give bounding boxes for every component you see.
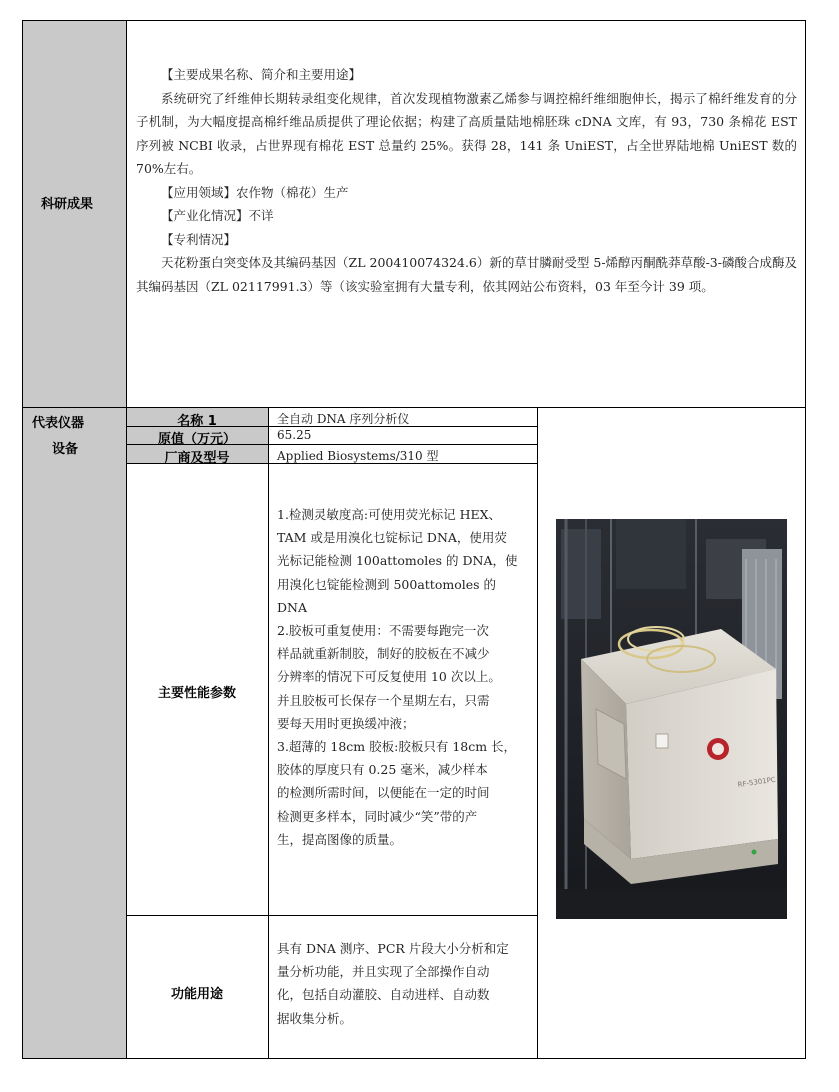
performance-line: 样品就重新制胶，制好的胶板在不减少: [277, 646, 490, 662]
performance-line: TAM 或是用溴化乜锭标记 DNA，使用荧: [277, 530, 507, 546]
name-value: 全自动 DNA 序列分析仪: [277, 412, 410, 426]
achievements-summary: 系统研究了纤维伸长期转录组变化规律，首次发现植物激素乙烯参与调控棉纤维细胞伸长，揭示了棉纤维发育的分子机制，为大幅度提高棉纤维品质提供了理论依据；构建了高质量陆地棉胚珠 cDNA 文库，有 93，730 条棉花 EST 序列被 NCBI 收录，占世界现有棉花 EST 总量约 25%。获得 28，141 条 UniEST，占全世界陆地棉 UniEST 数的 70%左右。: [136, 90, 797, 176]
performance-line: DNA: [277, 599, 307, 615]
equipment-label-line1: 代表仪器: [32, 416, 85, 431]
function-line: 具有 DNA 测序、PCR 片段大小分析和定: [277, 941, 509, 956]
performance-line: 检测更多样本，同时减少“笑”带的产: [277, 808, 478, 824]
equipment-col-divider: [268, 407, 269, 1059]
row-divider-4: [126, 915, 538, 916]
performance-header: 主要性能参数: [157, 686, 236, 701]
performance-line: 光标记能检测 100attomoles 的 DNA，使: [277, 553, 518, 569]
patent-heading: 【专利情况】: [161, 231, 237, 247]
application-field: 【应用领域】农作物（棉花）生产: [161, 184, 349, 200]
section-divider: [22, 407, 806, 408]
maker-value: Applied Biosystems/310 型: [277, 449, 439, 463]
performance-line: 用溴化乜锭能检测到 500attomoles 的: [277, 576, 497, 592]
performance-line: 要每天用时更换缓冲液；: [277, 715, 415, 731]
performance-line: 胶体的厚度只有 0.25 毫米，减少样本: [277, 762, 488, 778]
label-column-divider: [126, 20, 127, 1059]
achievements-content: [136, 63, 797, 298]
label-column-shade: [22, 21, 126, 1059]
function-header: 功能用途: [170, 987, 223, 1002]
name-header: 名称 1: [177, 414, 217, 429]
instrument-photo: [556, 519, 787, 919]
performance-content: [277, 503, 535, 851]
table-border-right: [805, 20, 806, 1059]
table-border-top: [22, 20, 806, 21]
table-border-bottom: [22, 1058, 806, 1059]
industrialization: 【产业化情况】不详: [161, 208, 274, 223]
performance-line: 分辨率的情况下可反复使用 10 次以上。: [277, 669, 501, 685]
performance-line: 3.超薄的 18cm 胶板:胶板只有 18cm 长，: [277, 739, 517, 755]
achievements-heading: 【主要成果名称、简介和主要用途】: [161, 67, 362, 82]
performance-line: 2.胶板可重复使用：不需要每跑完一次: [277, 623, 489, 639]
performance-line: 的检测所需时间，以便能在一定的时间: [277, 785, 490, 801]
function-line: 化，包括自动灌胶、自动进样、自动数: [277, 987, 490, 1003]
maker-header: 厂商及型号: [164, 451, 230, 466]
function-content: [277, 937, 535, 1030]
price-value: 65.25: [277, 428, 312, 442]
price-header: 原值（万元）: [157, 432, 236, 447]
patent-details: 天花粉蛋白突变体及其编码基因（ZL 200410074324.6）新的草甘膦耐受型 5-烯醇丙酮酰莽草酸-3-磷酸合成酶及其编码基因（ZL 02117991.3）等（该实验室拥有大量专利，依其网站公布资料，03 年至今计 39 项。: [136, 255, 797, 294]
table-border-left: [22, 20, 23, 1059]
performance-line: 1.检测灵敏度高:可使用荧光标记 HEX、: [277, 507, 502, 522]
performance-line: 生，提高图像的质量。: [277, 831, 403, 847]
equipment-label-line2: 设备: [52, 442, 79, 457]
achievements-label: 科研成果: [41, 197, 94, 212]
performance-line: 并且胶板可长保存一个星期左右，只需: [277, 692, 490, 708]
function-line: 据收集分析。: [277, 1010, 353, 1026]
photo-col-divider: [537, 407, 538, 1059]
photo-model-label: RF-5301PC: [737, 775, 777, 789]
function-line: 量分析功能，并且实现了全部操作自动: [277, 964, 490, 980]
